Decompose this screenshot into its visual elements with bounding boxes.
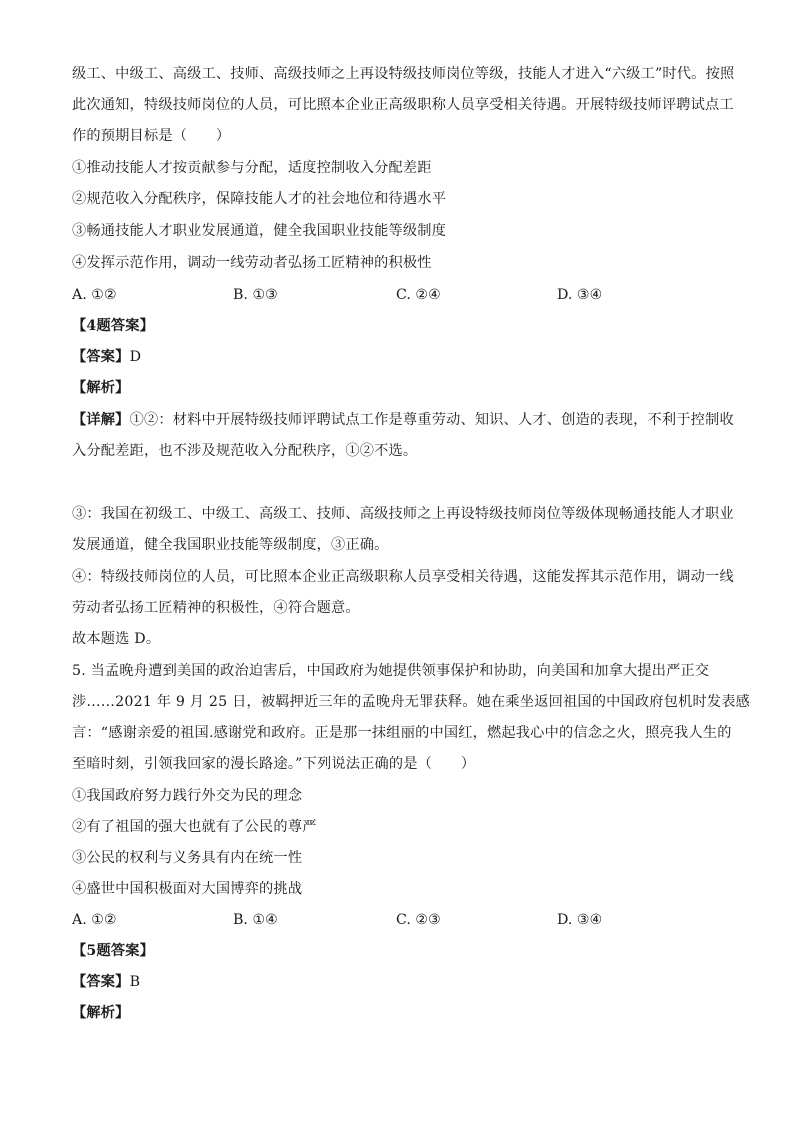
q4-conclusion: 故本题选 D。 (72, 631, 161, 647)
q5-answer-line (72, 972, 140, 992)
q4-detail-line-1 (72, 410, 734, 430)
q4-point4-line-1: ④：特级技师岗位的人员，可比照本企业正高级职称人员享受相关待遇，这能发挥其示范作用，调动一线 (72, 569, 734, 585)
q4-analysis-label: 【解析】 (72, 380, 130, 396)
q4-option-b: B. ①③ (233, 287, 278, 303)
q5-answer-value: B (129, 974, 141, 990)
q4-statement-4: ④发挥示范作用，调动一线劳动者弘扬工匠精神的积极性 (72, 255, 432, 271)
q5-option-b: B. ①④ (233, 912, 278, 928)
q5-statement-3: ③公民的权利与义务具有内在统一性 (72, 850, 303, 866)
q5-stem-line-3: 言：“感谢亲爱的祖国.感谢党和政府。正是那一抹组丽的中国红，燃起我心中的信念之火，照亮我人生的 (72, 725, 732, 741)
q4-statement-1: ①推动技能人才按贡献参与分配，适度控制收入分配差距 (72, 160, 432, 176)
q5-option-d: D. ③④ (557, 912, 603, 928)
q4-answer-header: 【4题答案】 (72, 318, 155, 334)
q4-answer-line (72, 347, 141, 367)
q4-statement-2: ②规范收入分配秩序，保障技能人才的社会地位和待遇水平 (72, 191, 447, 207)
q4-answer-label: 【答案】 (72, 349, 130, 365)
q5-statement-4: ④盛世中国积极面对大国博弈的挑战 (72, 881, 303, 897)
q4-option-d: D. ③④ (557, 287, 603, 303)
q5-answer-label: 【答案】 (72, 974, 130, 990)
q4-answer-value: D (129, 349, 142, 365)
q4-statement-3: ③畅通技能人才职业发展通道，健全我国职业技能等级制度 (72, 223, 447, 239)
q5-stem-line-2: 涉……2021 年 9 月 25 日，被羁押近三年的孟晚舟无罪获释。她在乘坐返回祖国的中国政府包机时发表感 (72, 694, 751, 710)
q5-option-a: A. ①② (72, 912, 117, 928)
q5-option-c: C. ②③ (396, 912, 441, 928)
q5-stem-line-1: 5. 当孟晚舟遭到美国的政治迫害后，中国政府为她提供领事保护和协助，向美国和加拿大提出严正交 (72, 663, 710, 679)
q4-point3-line-2: 发展通道，健全我国职业技能等级制度，③正确。 (72, 537, 389, 553)
q4-stem-line-1: 级工、中级工、高级工、技师、高级技师之上再设特级技师岗位等级，技能人才进入“六级工”时代。按照 (72, 66, 735, 82)
q5-answer-header: 【5题答案】 (72, 943, 155, 959)
q5-statement-1: ①我国政府努力践行外交为民的理念 (72, 788, 303, 804)
q4-detail-text-1: ①②：材料中开展特级技师评聘试点工作是尊重劳动、知识、人才、创造的表现，不利于控制收 (129, 412, 734, 428)
q5-analysis-label: 【解析】 (72, 1005, 130, 1021)
q5-stem-line-4: 至暗时刻，引领我回家的漫长路途。”下列说法正确的是（ ） (72, 756, 476, 772)
q4-option-a: A. ①② (72, 287, 117, 303)
q4-detail-label: 【详解】 (72, 412, 130, 428)
q5-statement-2: ②有了祖国的强大也就有了公民的尊严 (72, 819, 317, 835)
q4-point3-line-1: ③：我国在初级工、中级工、高级工、技师、高级技师之上再设特级技师岗位等级体现畅通技能人才职业 (72, 506, 734, 522)
q4-point4-line-2: 劳动者弘扬工匠精神的积极性，④符合题意。 (72, 600, 360, 616)
q4-stem-line-3: 作的预期目标是（ ） (72, 128, 231, 144)
q4-detail-line-2: 入分配差距，也不涉及规范收入分配秩序，①②不选。 (72, 443, 418, 459)
q4-option-c: C. ②④ (396, 287, 441, 303)
q4-stem-line-2: 此次通知，特级技师岗位的人员，可比照本企业正高级职称人员享受相关待遇。开展特级技师评聘试点工 (72, 97, 734, 113)
